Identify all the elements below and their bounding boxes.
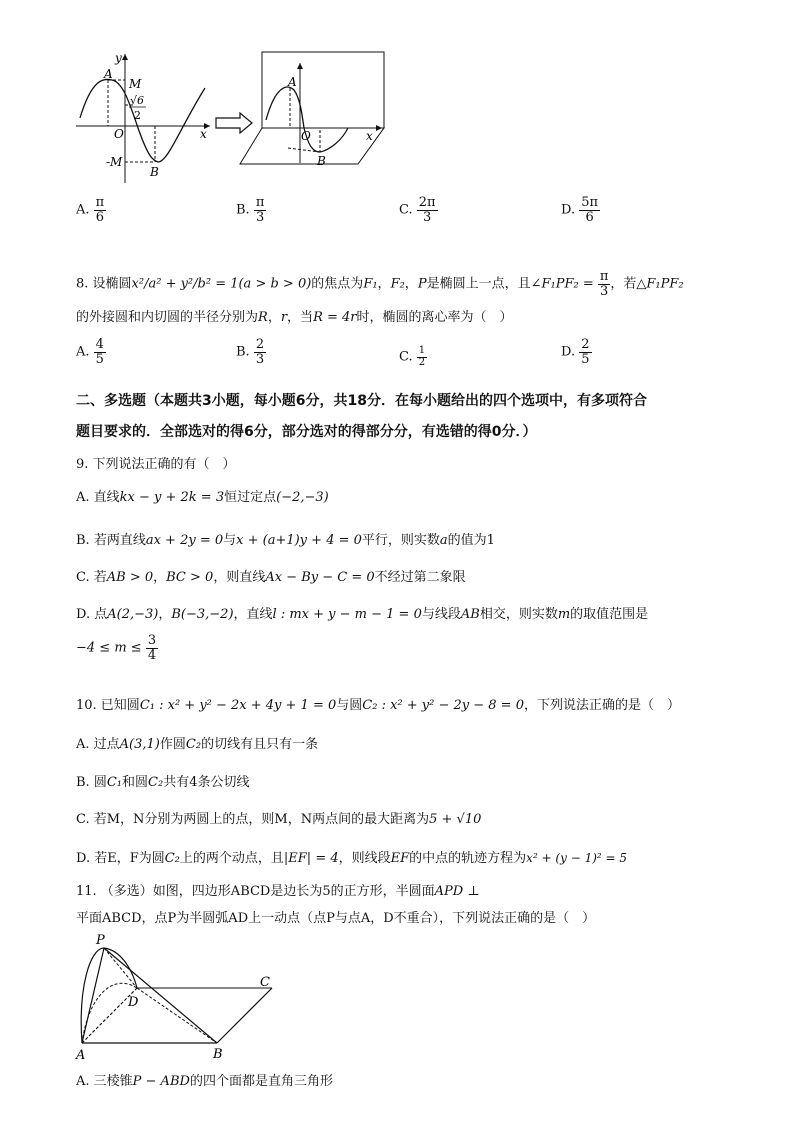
option-fraction: $\frac{\pi}{3}$ — [255, 195, 265, 225]
pyramid-label-P: P — [96, 933, 105, 948]
option-letter: D. — [561, 202, 576, 218]
option-letter: C. — [399, 202, 413, 218]
q11-stem-line2: 平面ABCD，点P为半圆弧AD上一动点（点P与点A，D不重合），下列说法正确的是（ ） — [76, 911, 596, 926]
q8-option-C[interactable]: C. $\frac{1}{2}$ — [399, 345, 426, 368]
q9-option-B[interactable]: B. 若两直线ax + 2y = 0与x + (a+1)y + 4 = 0平行，则实数a的值为1 — [76, 533, 495, 548]
q10-option-D[interactable]: D. 若E，F为圆C₂上的两个动点，且|EF| = 4，则线段EF的中点的轨迹方程为x² + (y − 1)² = 5 — [76, 851, 628, 866]
option-letter: A. — [76, 202, 90, 218]
graph-label-negM: -M — [106, 155, 123, 169]
q8-option-A[interactable]: A. $\frac{4}{5}$ — [76, 337, 104, 367]
pyramid-label-C: C — [260, 975, 270, 990]
folded-label-O: O — [301, 129, 311, 143]
graph-label-y: y — [115, 51, 122, 65]
q10-option-B[interactable]: B. 圆C₁和圆C₂共有4条公切线 — [76, 775, 250, 790]
pyramid-label-D: D — [128, 995, 139, 1010]
q9-option-A[interactable]: A. 直线kx − y + 2k = 3恒过定点(−2,−3) — [76, 490, 329, 505]
q8-stem-line1: 8. 设椭圆x²/a² + y²/b² = 1(a > b > 0)的焦点为F₁，F₂，P是椭圆上一点，且∠F₁PF₂ = $\frac{\pi}{3}$ ，若△F₁PF₂ — [76, 269, 684, 299]
q9-option-D[interactable]: D. 点A(2,−3)，B(−3,−2)，直线l : mx + y − m − 1 = 0与线段AB相交，则实数m的取值范围是 — [76, 607, 649, 622]
q7-option-D[interactable] — [561, 196, 600, 224]
option-fraction: $\frac{\pi}{6}$ — [95, 195, 105, 225]
graph-label-A: A — [104, 67, 113, 81]
graph-label-O: O — [114, 127, 124, 141]
q8-option-B[interactable]: B. $\frac{2}{3}$ — [236, 337, 265, 367]
option-letter: B. — [236, 202, 250, 218]
q8-option-D[interactable]: D. $\frac{2}{5}$ — [561, 337, 590, 367]
graph-label-M: M — [129, 77, 142, 91]
graph-label-2: 2 — [134, 109, 141, 122]
option-fraction: $\frac{2\pi}{3}$ — [418, 195, 436, 225]
graph-label-sqrt6: √6 — [130, 94, 145, 107]
q9-option-D-range: −4 ≤ m ≤ $\frac{3}{4}$ — [76, 633, 157, 663]
pyramid-figure — [72, 928, 282, 1063]
q9-option-C[interactable]: C. 若AB > 0，BC > 0，则直线Ax − By − C = 0不经过第二象限 — [76, 570, 466, 585]
section2-heading-line1: 二、多选题（本题共3小题，每小题6分，共18分．在每小题给出的四个选项中，有多项符合 — [76, 393, 647, 409]
angle-fraction: $\frac{\pi}{3}$ — [599, 269, 609, 299]
folded-label-B: B — [317, 154, 326, 168]
graph-label-B: B — [150, 165, 159, 179]
pyramid-label-A: A — [76, 1048, 86, 1063]
q11-stem-line1: 11. （多选）如图，四边形ABCD是边长为5的正方形，半圆面APD ⊥ — [76, 884, 480, 899]
option-fraction: $\frac{5\pi}{6}$ — [581, 195, 599, 225]
pyramid-label-B: B — [213, 1047, 223, 1062]
q10-option-C[interactable]: C. 若M，N分别为两圆上的点，则M，N两点间的最大距离为5 + √10 — [76, 812, 482, 827]
ellipse-equation: x²/a² + y²/b² = 1(a > b > 0) — [131, 276, 312, 292]
q7-option-C[interactable] — [399, 196, 438, 224]
q11-option-A[interactable]: A. 三棱锥P − ABD的四个面都是直角三角形 — [76, 1074, 333, 1089]
q7-option-B[interactable] — [236, 196, 266, 224]
folded-label-A: A — [288, 75, 297, 89]
sine-graph-figure — [70, 48, 220, 188]
folded-label-x: x — [366, 129, 373, 143]
q10-stem: 10. 已知圆C₁ : x² + y² − 2x + 4y + 1 = 0与圆C₂ : x² + y² − 2y − 8 = 0，下列说法正确的是（ ） — [76, 698, 680, 713]
q10-option-A[interactable]: A. 过点A(3,1)作圆C₂的切线有且只有一条 — [76, 737, 319, 752]
section2-heading-line2: 题目要求的．全部选对的得6分，部分选对的得部分分，有选错的得0分．） — [76, 424, 537, 440]
folded-graph-figure — [238, 48, 393, 173]
graph-label-x: x — [200, 127, 207, 141]
q9-stem: 9. 下列说法正确的有（ ） — [76, 457, 236, 472]
q8-stem-line2: 的外接圆和内切圆的半径分别为R，r，当R = 4r时，椭圆的离心率为（ ） — [76, 310, 513, 325]
q7-option-A[interactable] — [76, 196, 106, 224]
